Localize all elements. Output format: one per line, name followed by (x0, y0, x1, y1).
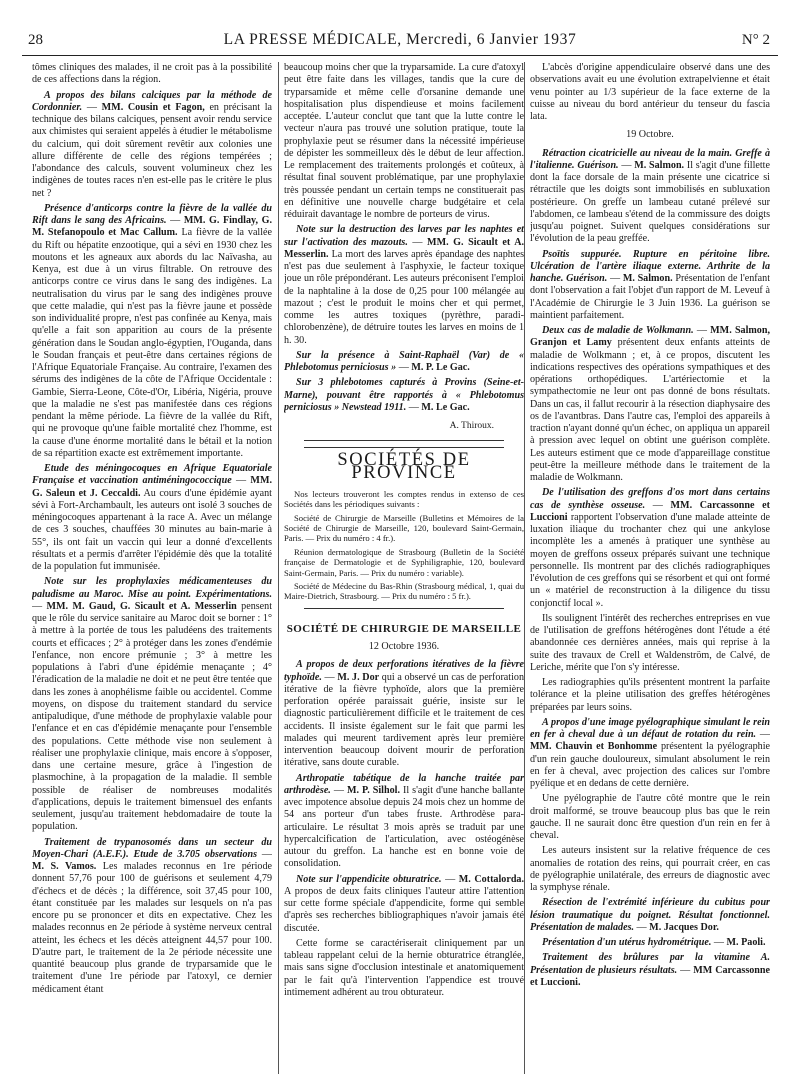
paragraph: Les radiographies qu'ils présentent montrent la parfaite tolérance et la pleine utilisation des greffes hétérogènes préparées par leurs soins. (530, 677, 770, 713)
abstract: Rétraction cicatricielle au niveau de la main. Greffe à l'italienne. Guérison. — M. Salmon. Il s'agit d'une fillette dont la face dorsale de la main présente une cicatrice si rétractile que les doigts sont immobilisés en subluxation postérieure. On greffe un lambeau cutané prélevé sur l'abdomen, ce lambeau s'étend de la commissure des doigts jusqu'au poignet. Suivent quelques considérations sur l'évolution de la peau greffée. (530, 147, 770, 245)
abstract-authors: M. S. Vamos. (32, 861, 97, 872)
abstract: Sur la présence à Saint-Raphaël (Var) de « Phlebotomus perniciosus » — M. P. Le Gac. (284, 349, 524, 373)
abstract-authors: MM. Chauvin et Bonhomme (530, 741, 658, 753)
society-heading: SOCIÉTÉ DE CHIRURGIE DE MARSEILLE (286, 622, 522, 635)
abstract-authors: M. Salmon. (634, 159, 685, 171)
abstract-title: Deux cas de maladie de Wolkmann. (542, 325, 694, 336)
abstract-authors: M. P. Silhol. (346, 784, 400, 796)
abstract-title: Note sur l'appendicite obturatrice. (296, 873, 442, 885)
abstract-text: rapportent l'observation d'une malade atteinte de luxation iliaque du trochanter chez qui une ankylose incomplète les a amenés à pratiquer une synthèse au moyen de greffons osseux préparés suivant une technique personnelle. Ils montrent par des clichés radiographiques l'évolution de ces greffons qui se résorbent et qui ont formé un « matériel de reconstruction à la diligence du tissu conjonctif local ». (530, 511, 770, 609)
paragraph: L'abcès d'origine appendiculaire observé dans une des observations avait eu une évolution extrapelvienne et était venu pointer au 1/3 supérieur de la face externe de la cuisse au niveau du bord antérieur du tenseur du fascia lata. (530, 62, 770, 122)
abstract-title: Sur 3 phlebotomes capturés à Provins (Seine-et-Marne), pouvant être rapportés à « Phlebotomus perniciosus » Newstead 1911. (284, 377, 524, 413)
abstract-text: A propos de deux faits cliniques l'auteur attire l'attention sur cette forme spéciale d'appendicite, forme qui semble d'après ses recherches bibliographiques n'avoir jamais été discutée. (284, 885, 524, 934)
abstract-authors: M. Salmon. (622, 273, 673, 284)
column-divider (524, 62, 525, 1074)
session-date: 19 Octobre. (626, 129, 674, 141)
running-header (22, 30, 778, 54)
abstract-title: Résection de l'extrémité inférieure du cubitus pour lésion traumatique du poignet. Résultat fonctionnel. Présentation de malades. (530, 897, 770, 933)
abstract-authors: MM. Carcassonne et Luccioni (530, 499, 770, 523)
page-number: 28 (28, 32, 43, 48)
column-middle (284, 62, 524, 1074)
abstract: Traitement de trypanosomés dans un secteur du Moyen-Chari (A.E.F.). Etude de 3.705 observations — M. S. Vamos. Les malades reconnus en 1re période donnent 57,76 pour 100 de guérisons et seulement 4,79 d'échecs et de décès ; la différence, soit 37,45 pour 100, étant constituée par les malades sur lesquels on n'a pas encore pu se prononcer et dits en expectative. Chez les malades reconnus en 2e période à système nerveux central atteint, les échecs et les décès atteignent 44,57 pour 100. D'autre part, le traitement de la 2e période nécessite une quantité beaucoup plus grande de tryparsamide que le traitement d'une 1re période par l'atoxyl, ce dernier médicament étant (32, 836, 272, 995)
editorial-note: Réunion dermatologique de Strasbourg (Bulletin de la Société française de Dermatologie et de Syphiligraphie, 120, boulevard Saint-Germain, Paris. — Prix du numéro : variable). (284, 546, 524, 578)
editorial-note: Société de Médecine du Bas-Rhin (Strasbourg médical, 1, quai du Maire-Dietrich, Strasbourg. — Prix du numéro : 5 fr.). (284, 581, 524, 602)
column-right (530, 62, 770, 1074)
abstract-text: présentent la pyélographie d'un rein gauche douloureux, simulant absolument le rein en fer à cheval, avec projection des calices sur l'ombre pyélique et en dedans de cette dernière. (530, 741, 770, 789)
abstract-authors: M. P. Le Gac. (411, 362, 470, 373)
abstract-authors: M. Cottalorda. (458, 873, 524, 885)
paragraph: Cette forme se caractériserait cliniquement par un tableau rappelant celui de la hernie obturatrice étranglée, mais sans signe d'occlusion intestinale et anatomiquement par le fait qu'à l'intervention l'appendice est trouvé intimement adhérent au trou obturateur. (284, 937, 524, 998)
paragraph: Les auteurs insistent sur la relative fréquence de ces anomalies de rotation des reins, qui pourrait créer, en cas de pyélographie unilatérale, des erreurs de diagnostic avec la symphyse rénale. (530, 845, 770, 893)
abstract-title: A propos de deux perforations itératives de la fièvre typhoïde. (284, 659, 524, 683)
abstract-authors: MM. Cousin et Fagon, (101, 101, 205, 113)
abstract-text: présentent deux enfants atteints de maladie de Wolkmann ; et, à ce propos, discutent les indications respectives des opérations sympathiques et des opérations orthopédiques. L'artériectomie et la sympathectomie ne leur ont pas donné de bons résultats. Dans un cas, il fallut recourir à la résection diaphysaire des os de l'avantbras. Dans l'autre cas, l'emploi des appareils à traction n'ayant donné qu'un échec, on appliqua un appareil à pression avec lequel on obtint une guérison complète. Les auteurs estiment que ce mode d'appareillage constitue peut-être la meilleure méthode dans le traitement de la maladie de Wolkmann. (530, 337, 770, 483)
abstract-title: A propos des bilans calciques par la méthode de Cordonnier. (32, 89, 272, 113)
abstract-text: Il s'agit d'une hanche ballante avec impotence absolue depuis 24 mois chez un homme de 54 ans porteur d'un tabes fruste. Arthrodèse para-articulaire. Le résultat 3 mois après se traduit par une hypercalcification de l'articulation, avec ostéogénèse autour du greffon. La hanche est en bonne voie de consolidation. (284, 784, 524, 870)
column-divider (278, 62, 279, 1074)
abstract-text: La fièvre de la vallée du Rift ou hépatite enzootique, qui a sévi en 1930 chez les moutons et les agneaux aux abords du lac Naïvasha, au Kenya, est due à un virus filtrable. On retrouve des anticorps contre ce virus dans le sang des indigènes. La neutralisation du virus par le sang des indigènes prouve que cette maladie, qui n'est pas la fièvre jaune et possède son individualité propre, n'est pas confinée au Kenya, mais qu'elle a fait son apparition au cours de la présente génération dans le Soudan anglo-égyptien, l'Ouganda, dans le Soudan français et peut-être dans certaines régions de l'Afrique Equatoriale Française. Au contraire, l'examen des sérums des indigènes de la côte de l'Afrique Occidentale : Gambie, Sierra-Leone, Côte-d'Or, Libéria, Nigéria, prouve que la maladie ne s'est pas manifestée dans ces régions pendant la même période. La fièvre de la vallée du Rift, qui ne provoque qu'une faible mortalité chez l'homme, est la cause d'une énorme mortalité dans le bétail et la notion de sa répartition exacte est extrêmement importante. (32, 227, 272, 459)
abstract: Traitement des brûlures par la vitamine A. Présentation de plusieurs résultats. — MM Carcassonne et Luccioni. (530, 952, 770, 988)
abstract: Présentation d'un utérus hydrométrique. — M. Paoli. (542, 937, 766, 948)
abstract-text: qui a observé un cas de perforation itérative de la fièvre typhoïde, alors que la première perforation opérée paraissait guérie, insiste sur le diagnostic particulièrement difficile et le traitement de ces accidents. Il insiste également sur le fait que parmi les malades qui meurent tardivement après leur première intervention beaucoup doivent mourir de perforation itérative, sans doute curable. (284, 671, 524, 769)
abstract-authors: MM. G. Sicault et A. Messerlin. (284, 236, 524, 260)
editorial-note: Société de Chirurgie de Marseille (Bulletins et Mémoires de la Société de Chirurgie de Marseille, 120, boulevard Saint-Germain, Paris. — Prix du numéro : 4 fr.). (284, 512, 524, 544)
abstract: Etude des méningocoques en Afrique Equatoriale Française et vaccination antiméningococcique — MM. G. Saleun et J. Ceccaldi. Au cours d'une épidémie ayant sévi à Fort-Archambault, les auteurs ont isolé 3 souches de méningocoques appartenant à la race A. Avec un mélange de ces 3 souches, chauffées 30 minutes au bain-marie à 55°, ils ont fait un vaccin qui leur a donné d'excellents résultats et a permis d'arrêter l'épidémie dès que la totalité de la population fut immunisée. (32, 463, 272, 572)
paragraph: Ils soulignent l'intérêt des recherches entreprises en vue de l'utilisation de greffons hétérogènes dont l'étude a été abandonnée ces dernières années, mais qui reprise à la suite des travaux de Crell et Waldenström, de Calvé, de Leriche, mérite que l'on s'y intéresse. (530, 612, 770, 673)
abstract: A propos des bilans calciques par la méthode de Cordonnier. — MM. Cousin et Fagon, en précisant la technique des bilans calciques, pensent avoir rendu service aux chimistes qui seraient appelés à étudier le métabolisme du calcium, qui doit sûrement revêtir aux colonies une allure différente de celle des régions tempérées ; l'abondance des calculs, souvent volumineux chez les indigènes de toutes races n'en est-elle pas le critère le plus net ? (32, 89, 272, 199)
abstract: Présence d'anticorps contre la fièvre de la vallée du Rift dans le sang des Africains. — MM. G. Findlay, G. M. Stefanopoulo et Mac Callum. La fièvre de la vallée du Rift ou hépatite enzootique, qui a sévi en 1930 chez les moutons et les agneaux aux abords du lac Naïvasha, au Kenya, est due à un virus filtrable. On retrouve des anticorps contre ce virus dans le sang des indigènes. La neutralisation du virus par le sang des indigènes prouve que cette maladie, qui n'est pas la fièvre jaune et possède son individualité propre, n'est pas confinée au Kenya, mais qu'elle a fait son apparition au cours de la présente génération dans le Soudan anglo-égyptien, l'Ouganda, dans le Soudan français et peut-être dans certaines régions de l'Afrique Equatoriale Française. Au contraire, l'examen des sérums des indigènes de la côte de l'Afrique Occidentale : Gambie, Sierra-Leone, Côte-d'Or, Libéria, Nigéria, prouve que la maladie ne s'est pas manifestée dans ces régions pendant la même période. La fièvre de la vallée du Rift, qui ne provoque qu'une faible mortalité chez l'homme, est la cause d'une énorme mortalité dans le bétail et la notion de sa répartition exacte est extrêmement importante. (32, 202, 272, 459)
abstract-title: Présence d'anticorps contre la fièvre de la vallée du Rift dans le sang des Africains. (32, 202, 272, 226)
signature: A. Thiroux. (449, 421, 494, 431)
abstract-authors: M. Le Gac. (421, 401, 470, 413)
abstract-title: Traitement de trypanosomés dans un secteur du Moyen-Chari (A.E.F.). Etude de 3.705 observations (32, 836, 272, 860)
abstract: Arthropatie tabétique de la hanche traitée par arthrodèse. — M. P. Silhol. Il s'agit d'une hanche ballante avec impotence absolue depuis 24 mois chez un homme de 54 ans porteur d'un tabes fruste. Arthrodèse para-articulaire. Le résultat 3 mois après se traduit par une hypercalcification de l'articulation, avec ostéogénèse autour du greffon. La hanche est en bonne voie de consolidation. (284, 772, 524, 870)
abstract-authors: M. Paoli. (726, 937, 766, 948)
abstract: Deux cas de maladie de Wolkmann. — MM. Salmon, Granjon et Lamy présentent deux enfants atteints de maladie de Wolkmann ; et, à ce propos, discutent les indications respectives des opérations sympathiques et des opérations orthopédiques. L'artériectomie et la sympathectomie ne leur ont pas donné de bons résultats. Dans un cas, il fallut recourir à la résection diaphysaire des os de l'avantbras. Dans l'autre cas, l'emploi des appareils à traction n'ayant donné qu'un échec, on appliqua un appareil à pression avec lequel on obtint une guérison complète. Les auteurs estiment que ce mode d'appareillage constitue peut-être la meilleure méthode dans le traitement de la maladie de Wolkmann. (530, 325, 770, 483)
abstract-title: De l'utilisation des greffons d'os mort dans certains cas de synthèse osseuse. (530, 487, 770, 511)
issue-number: N° 2 (741, 32, 770, 48)
paragraph: tômes cliniques des malades, il ne croit pas à la possibilité de ces affections dans la région. (32, 62, 272, 86)
abstract-authors: MM. G. Saleun et J. Ceccaldi. (32, 475, 272, 499)
abstract: Note sur les prophylaxies médicamenteuses du paludisme au Maroc. Mise au point. Expérimentations. — MM. M. Gaud, G. Sicault et A. Messerlin pensent que le rôle du service sanitaire au Maroc doit se borner : 1° à mettre à la portée de tous les paludéens des traitements courts et efficaces ; 2° à protéger dans les zones d'endémie l'enfance, non encore prémunie ; 3° à mettre les populations à l'abri d'une épidémie menaçante ; 4° l'éradication de la maladie ne doit et ne peut être tentée que dans les zones à anophélisme faible ou accidentel. Comme moyens, on dispose du traitement standard du service antipaludique, d'une méthode de prophylaxie valable pour l'enfance et en cas d'épidémie menaçante pour l'ensemble des populations. Cette méthode vise non seulement à réaliser une prophylaxie clinique, mais encore à s'opposer, dans une certaine mesure, grâce à l'ingestion de plasmochine, à la propagation de la maladie. Il semble possible de réaliser de nombreuses modalités d'applications, depuis le traitement bimensuel des enfants seulement, jusqu'au traitement hebdomadaire de toute la population. (32, 576, 272, 833)
abstract-title: A propos d'une image pyélographique simulant le rein en fer à cheval due à un défaut de rotation du rein. (530, 716, 770, 740)
abstract-text: pensent que le rôle du service sanitaire au Maroc doit se borner : 1° à mettre à la portée de tous les paludéens des traitements courts et efficaces ; 2° à protéger dans les zones d'endémie l'enfance, non encore prémunie ; 3° à mettre les populations à l'abri d'une épidémie menaçante ; 4° l'éradication de la maladie ne doit et ne peut être tentée que dans les zones à anophélisme faible ou accidentel. Comme moyens, on dispose du traitement standard du service antipaludique, d'une méthode de prophylaxie valable pour l'enfance et en cas d'épidémie menaçante pour l'ensemble des populations. Cette méthode vise non seulement à réaliser une prophylaxie clinique, mais encore à s'opposer, dans une certaine mesure, grâce à l'ingestion de plasmochine, à la propagation de la maladie. Il semble possible de réaliser de nombreuses modalités d'applications, depuis le traitement bimensuel des enfants seulement, jusqu'au traitement hebdomadaire de toute la population. (32, 600, 272, 833)
abstract-authors: MM. G. Findlay, G. M. Stefanopoulo et Mac Callum. (32, 215, 272, 239)
abstract-text: La mort des larves après épandage des naphtes n'est pas due seulement à l'asphyxie, le facteur toxique joue un rôle prépondérant. Les auteurs préconisent l'emploi de la naphtaline à la dose de 0,25 pour 100 mélangée au mazout ; c'est le produit le moins cher et qui permet, comme les autres toxiques (pyrèthre, paradichlorobenzène), de détruire toutes les larves en moins de 1 h. 30. (284, 248, 524, 346)
abstract-authors: MM. Salmon, Granjon et Lamy (530, 325, 770, 349)
paragraph: beaucoup moins cher que la tryparsamide. La cure d'atoxyl peut être faite dans les villages, tandis que la cure de tryparsamide et même celle d'orsanine demande une hospitalisation plus dispendieuse et moins facilement acceptée. L'auteur conclut que tant que la lutte contre le vecteur n'aura pas trouvé une solution pratique, toute la prophylaxie peut se résumer dans la nécessité impérieuse de dépister les sommeilleux dès le début de leur affection. Le remplacement des traitements prolongés et coûteux, à résultat final souvent problématique, par une prophylaxie très poussée pendant un certain temps ne constituerait pas en définitive une nouvelle charge budgétaire et cela réduirait davantage le nombre de porteurs de virus. (284, 62, 524, 220)
header-rule (22, 55, 778, 56)
abstract-text: Présentation de l'enfant dont l'observation a fait l'objet d'un rapport de M. Leveuf à l'Académie de Chirurgie le 3 Juin 1936. La guérison se maintient parfaitement. (530, 273, 770, 321)
abstract: Note sur la destruction des larves par les naphtes et sur l'activation des mazouts. — MM. G. Sicault et A. Messerlin. La mort des larves après épandage des naphtes n'est pas due seulement à l'asphyxie, le facteur toxique joue un rôle prépondérant. Les auteurs préconisent l'emploi de la naphtaline à la dose de 0,25 pour 100 mélangée au mazout ; c'est le produit le moins cher et qui permet, comme les autres toxiques (pyrèthre, paradichlorobenzène), de détruire toutes les larves en moins de 1 h. 30. (284, 224, 524, 346)
abstract-text: Les malades reconnus en 1re période donnent 57,76 pour 100 de guérisons et seulement 4,79 d'échecs et de décès ; la différence, soit 37,45 pour 100, étant constituée par les malades sur lesquels on n'a pas encore pu se prononcer et dits en expectative. Chez les malades reconnus en 2e période à système nerveux central atteint, les échecs et les décès atteignent 44,57 pour 100. D'autre part, le traitement de la 2e période nécessite une quantité beaucoup plus grande de tryparsamide que le traitement d'une 1re période par l'atoxyl, ce dernier médicament étant (32, 861, 272, 995)
abstract-title: Etude des méningocoques en Afrique Equatoriale Française et vaccination antiméningococcique (32, 463, 272, 487)
abstract: A propos de deux perforations itératives de la fièvre typhoïde. — M. J. Dor qui a observé un cas de perforation itérative de la fièvre typhoïde, alors que la première perforation opérée paraissait guérie, insiste sur le diagnostic particulièrement difficile et le traitement de ces accidents. Il insiste également sur le fait que parmi les malades qui meurent tardivement après leur première intervention beaucoup doivent mourir de perforation itérative, sans doute curable. (284, 659, 524, 769)
abstract: Psoïtis suppurée. Rupture en péritoine libre. Ulcération de l'artère iliaque externe. Arthrite de la hanche. Guérison. — M. Salmon. Présentation de l'enfant dont l'observation a fait l'objet d'un rapport de M. Leveuf à l'Académie de Chirurgie le 3 Juin 1936. La guérison se maintient parfaitement. (530, 248, 770, 321)
abstract-title: Rétraction cicatricielle au niveau de la main. Greffe à l'italienne. Guérison. (530, 147, 770, 171)
section-rule (304, 440, 504, 441)
abstract-title: Note sur la destruction des larves par les naphtes et sur l'activation des mazouts. (284, 224, 524, 248)
section-rule (304, 447, 504, 448)
abstract-title: Sur la présence à Saint-Raphaël (Var) de « Phlebotomus perniciosus » (284, 349, 524, 373)
abstract: De l'utilisation des greffons d'os mort dans certains cas de synthèse osseuse. — MM. Carcassonne et Luccioni rapportent l'observation d'une malade atteinte de luxation iliaque du trochanter chez qui une ankylose incomplète les a amenés à pratiquer une synthèse au moyen de greffons osseux préparés suivant une technique personnelle. Ils montrent par des clichés radiographiques l'évolution de ces greffons qui se résorbent et qui ont formé un « matériel de reconstruction à la diligence du tissu conjonctif local ». (530, 487, 770, 609)
abstract: A propos d'une image pyélographique simulant le rein en fer à cheval due à un défaut de rotation du rein. — MM. Chauvin et Bonhomme présentent la pyélographie d'un rein gauche douloureux, simulant absolument le rein en fer à cheval, avec projection des calices sur l'ombre pyélique et en dedans de cette dernière. (530, 716, 770, 789)
abstract-title: Présentation d'un utérus hydrométrique. (542, 937, 712, 948)
column-left (32, 62, 272, 1074)
abstract-title: Arthropatie tabétique de la hanche traitée par arthrodèse. (284, 772, 524, 796)
abstract-text: en précisant la technique des bilans calciques, pensent avoir rendu service aux chimistes qui seraient appelés à étudier le métabolisme du calcium, qui doit sûrement revêtir aux colonies une allure différente de celle des régions tempérées ; l'abondance des calculs, souvent volumineux chez les indigènes de toutes races n'en est-elle pas le critère le plus net ? (32, 101, 272, 199)
abstract-authors: MM. M. Gaud, G. Sicault et A. Messerlin (46, 600, 237, 612)
abstract: Résection de l'extrémité inférieure du cubitus pour lésion traumatique du poignet. Résultat fonctionnel. Présentation de malades. — M. Jacques Dor. (530, 897, 770, 933)
section-rule (304, 608, 504, 609)
abstract-authors: MM Carcassonne et Luccioni. (530, 964, 770, 988)
abstract: Sur 3 phlebotomes capturés à Provins (Seine-et-Marne), pouvant être rapportés à « Phlebotomus perniciosus » Newstead 1911. — M. Le Gac. (284, 377, 524, 413)
abstract-title: Note sur les prophylaxies médicamenteuses du paludisme au Maroc. Mise au point. Expérimentations. (32, 576, 272, 600)
journal-page (22, 0, 778, 1082)
editorial-note: Nos lecteurs trouveront les comptes rendus in extenso de ces Sociétés dans les périodiques suivants : (284, 488, 524, 510)
abstract-authors: M. J. Dor (337, 671, 380, 683)
abstract: Note sur l'appendicite obturatrice. — M. Cottalorda. A propos de deux faits cliniques l'auteur attire l'attention sur cette forme spéciale d'appendicite, forme qui semble d'après ses recherches bibliographiques n'avoir jamais été discutée. (284, 873, 524, 934)
abstract-authors: M. Jacques Dor. (649, 921, 719, 933)
abstract-title: Psoïtis suppurée. Rupture en péritoine libre. Ulcération de l'artère iliaque externe. Arthrite de la hanche. Guérison. (530, 248, 770, 284)
section-banner: SOCIÉTÉS DE PROVINCE (337, 450, 471, 483)
abstract-text: Il s'agit d'une fillette dont la face dorsale de la main présente une cicatrice si rétractile que les doigts sont immobilisés en subluxation postérieure. On greffe un lambeau cutané prélevé sur l'abdomen, ce lambeau s'étend de la commissure des doigts jusqu'au poignet. Suivent quelques considérations sur l'évolution de la peau greffée. (530, 159, 770, 245)
paragraph: Une pyélographie de l'autre côté montre que le rein droit malformé, se trouve beaucoup plus bas que le rein gauche. Il ne saurait donc être question d'un rein en fer à cheval. (530, 793, 770, 841)
session-date: 12 Octobre 1936. (368, 641, 440, 653)
journal-title: LA PRESSE MÉDICALE, Mercredi, 6 Janvier 1937 (223, 31, 577, 48)
abstract-text: Au cours d'une épidémie ayant sévi à Fort-Archambault, les auteurs ont isolé 3 souches de méningocoques appartenant à la race A. Avec un mélange de ces 3 souches, chauffées 30 minutes au bain-marie à 55°, ils ont fait un vaccin qui leur a donné d'excellents résultats et a permis d'arrêter l'épidémie dès que la totalité de la population fut immunisée. (32, 487, 272, 572)
abstract-title: Traitement des brûlures par la vitamine A. Présentation de plusieurs résultats. (530, 952, 770, 976)
